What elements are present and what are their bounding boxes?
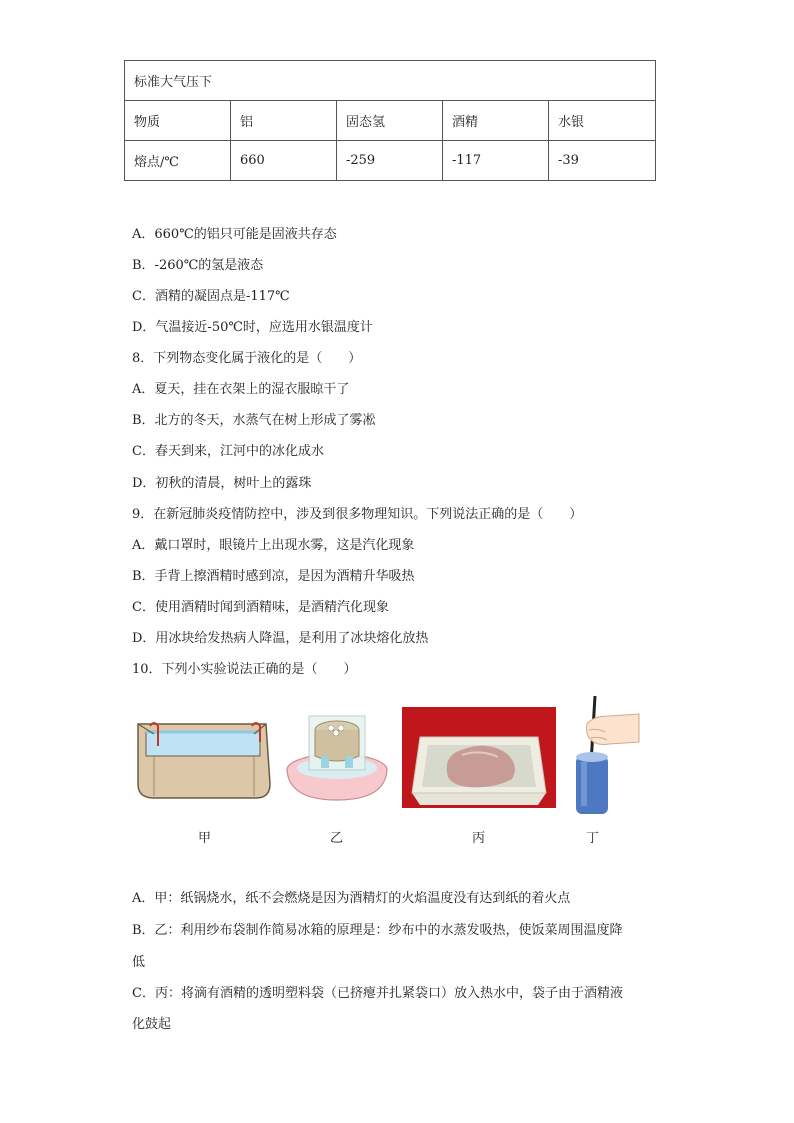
q10-option-b-line2: 低 <box>132 955 146 970</box>
table-header-row <box>125 61 656 101</box>
q9-option-c: C．使用酒精时闻到酒精味，是酒精汽化现象 <box>132 600 389 615</box>
q10-option-a: A．甲：纸锅烧水，纸不会燃烧是因为酒精灯的火焰温度没有达到纸的着火点 <box>132 891 571 906</box>
table-cell: 铝 <box>231 101 337 141</box>
table-header: 标准大气压下 <box>125 61 656 101</box>
q9-option-b: B．手背上擦酒精时感到凉，是因为酒精升华吸热 <box>132 569 415 584</box>
table-row <box>125 101 656 141</box>
table-cell: 660 <box>231 141 337 181</box>
q8-option-b: B．北方的冬天，水蒸气在树上形成了雾凇 <box>132 413 376 428</box>
table-cell: -259 <box>337 141 443 181</box>
q8-option-d: D．初秋的清晨，树叶上的露珠 <box>132 476 312 491</box>
q10-option-b-line1: B．乙：利用纱布袋制作简易冰箱的原理是：纱布中的水蒸发吸热，使饭菜周围温度降 <box>132 923 623 938</box>
gauze-fridge-figure <box>285 708 391 806</box>
cylinder-stir-figure <box>569 694 641 818</box>
table-cell: 固态氢 <box>337 101 443 141</box>
q8-stem: 8．下列物态变化属于液化的是（ ） <box>132 351 362 366</box>
q10-stem: 10．下列小实验说法正确的是（ ） <box>132 662 357 677</box>
q7-option-a: A．660℃的铝只可能是固液共存态 <box>132 227 337 242</box>
plastic-bag-figure <box>402 707 556 808</box>
table-cell: -117 <box>443 141 549 181</box>
table-cell: 熔点/℃ <box>125 141 231 181</box>
table-cell: -39 <box>549 141 656 181</box>
q9-option-a: A．戴口罩时，眼镜片上出现水雾，这是汽化现象 <box>132 538 415 553</box>
figure-label-bing: 丙 <box>472 831 486 846</box>
table-cell: 水银 <box>549 101 656 141</box>
table-cell: 酒精 <box>443 101 549 141</box>
q8-option-a: A．夏天，挂在衣架上的湿衣服晾干了 <box>132 382 350 397</box>
q9-stem: 9．在新冠肺炎疫情防控中，涉及到很多物理知识。下列说法正确的是（ ） <box>132 507 583 522</box>
figure-label-yi: 乙 <box>330 831 344 846</box>
q7-option-b: B．-260℃的氢是液态 <box>132 258 264 273</box>
q10-option-c-line2: 化鼓起 <box>132 1017 172 1032</box>
figure-label-jia: 甲 <box>198 831 212 846</box>
melting-point-table <box>124 60 656 181</box>
q8-option-c: C．春天到来，江河中的冰化成水 <box>132 444 324 459</box>
table-cell: 物质 <box>125 101 231 141</box>
experiment-figures <box>132 690 672 850</box>
table-row <box>125 141 656 181</box>
q7-option-d: D．气温接近-50℃时，应选用水银温度计 <box>132 320 373 335</box>
q7-option-c: C．酒精的凝固点是-117℃ <box>132 289 290 304</box>
paper-pot-figure <box>132 712 272 802</box>
q9-option-d: D．用冰块给发热病人降温，是利用了冰块熔化放热 <box>132 631 429 646</box>
figure-label-ding: 丁 <box>586 831 600 846</box>
q10-option-c-line1: C．丙：将滴有酒精的透明塑料袋（已挤瘪并扎紧袋口）放入热水中，袋子由于酒精液 <box>132 986 623 1001</box>
